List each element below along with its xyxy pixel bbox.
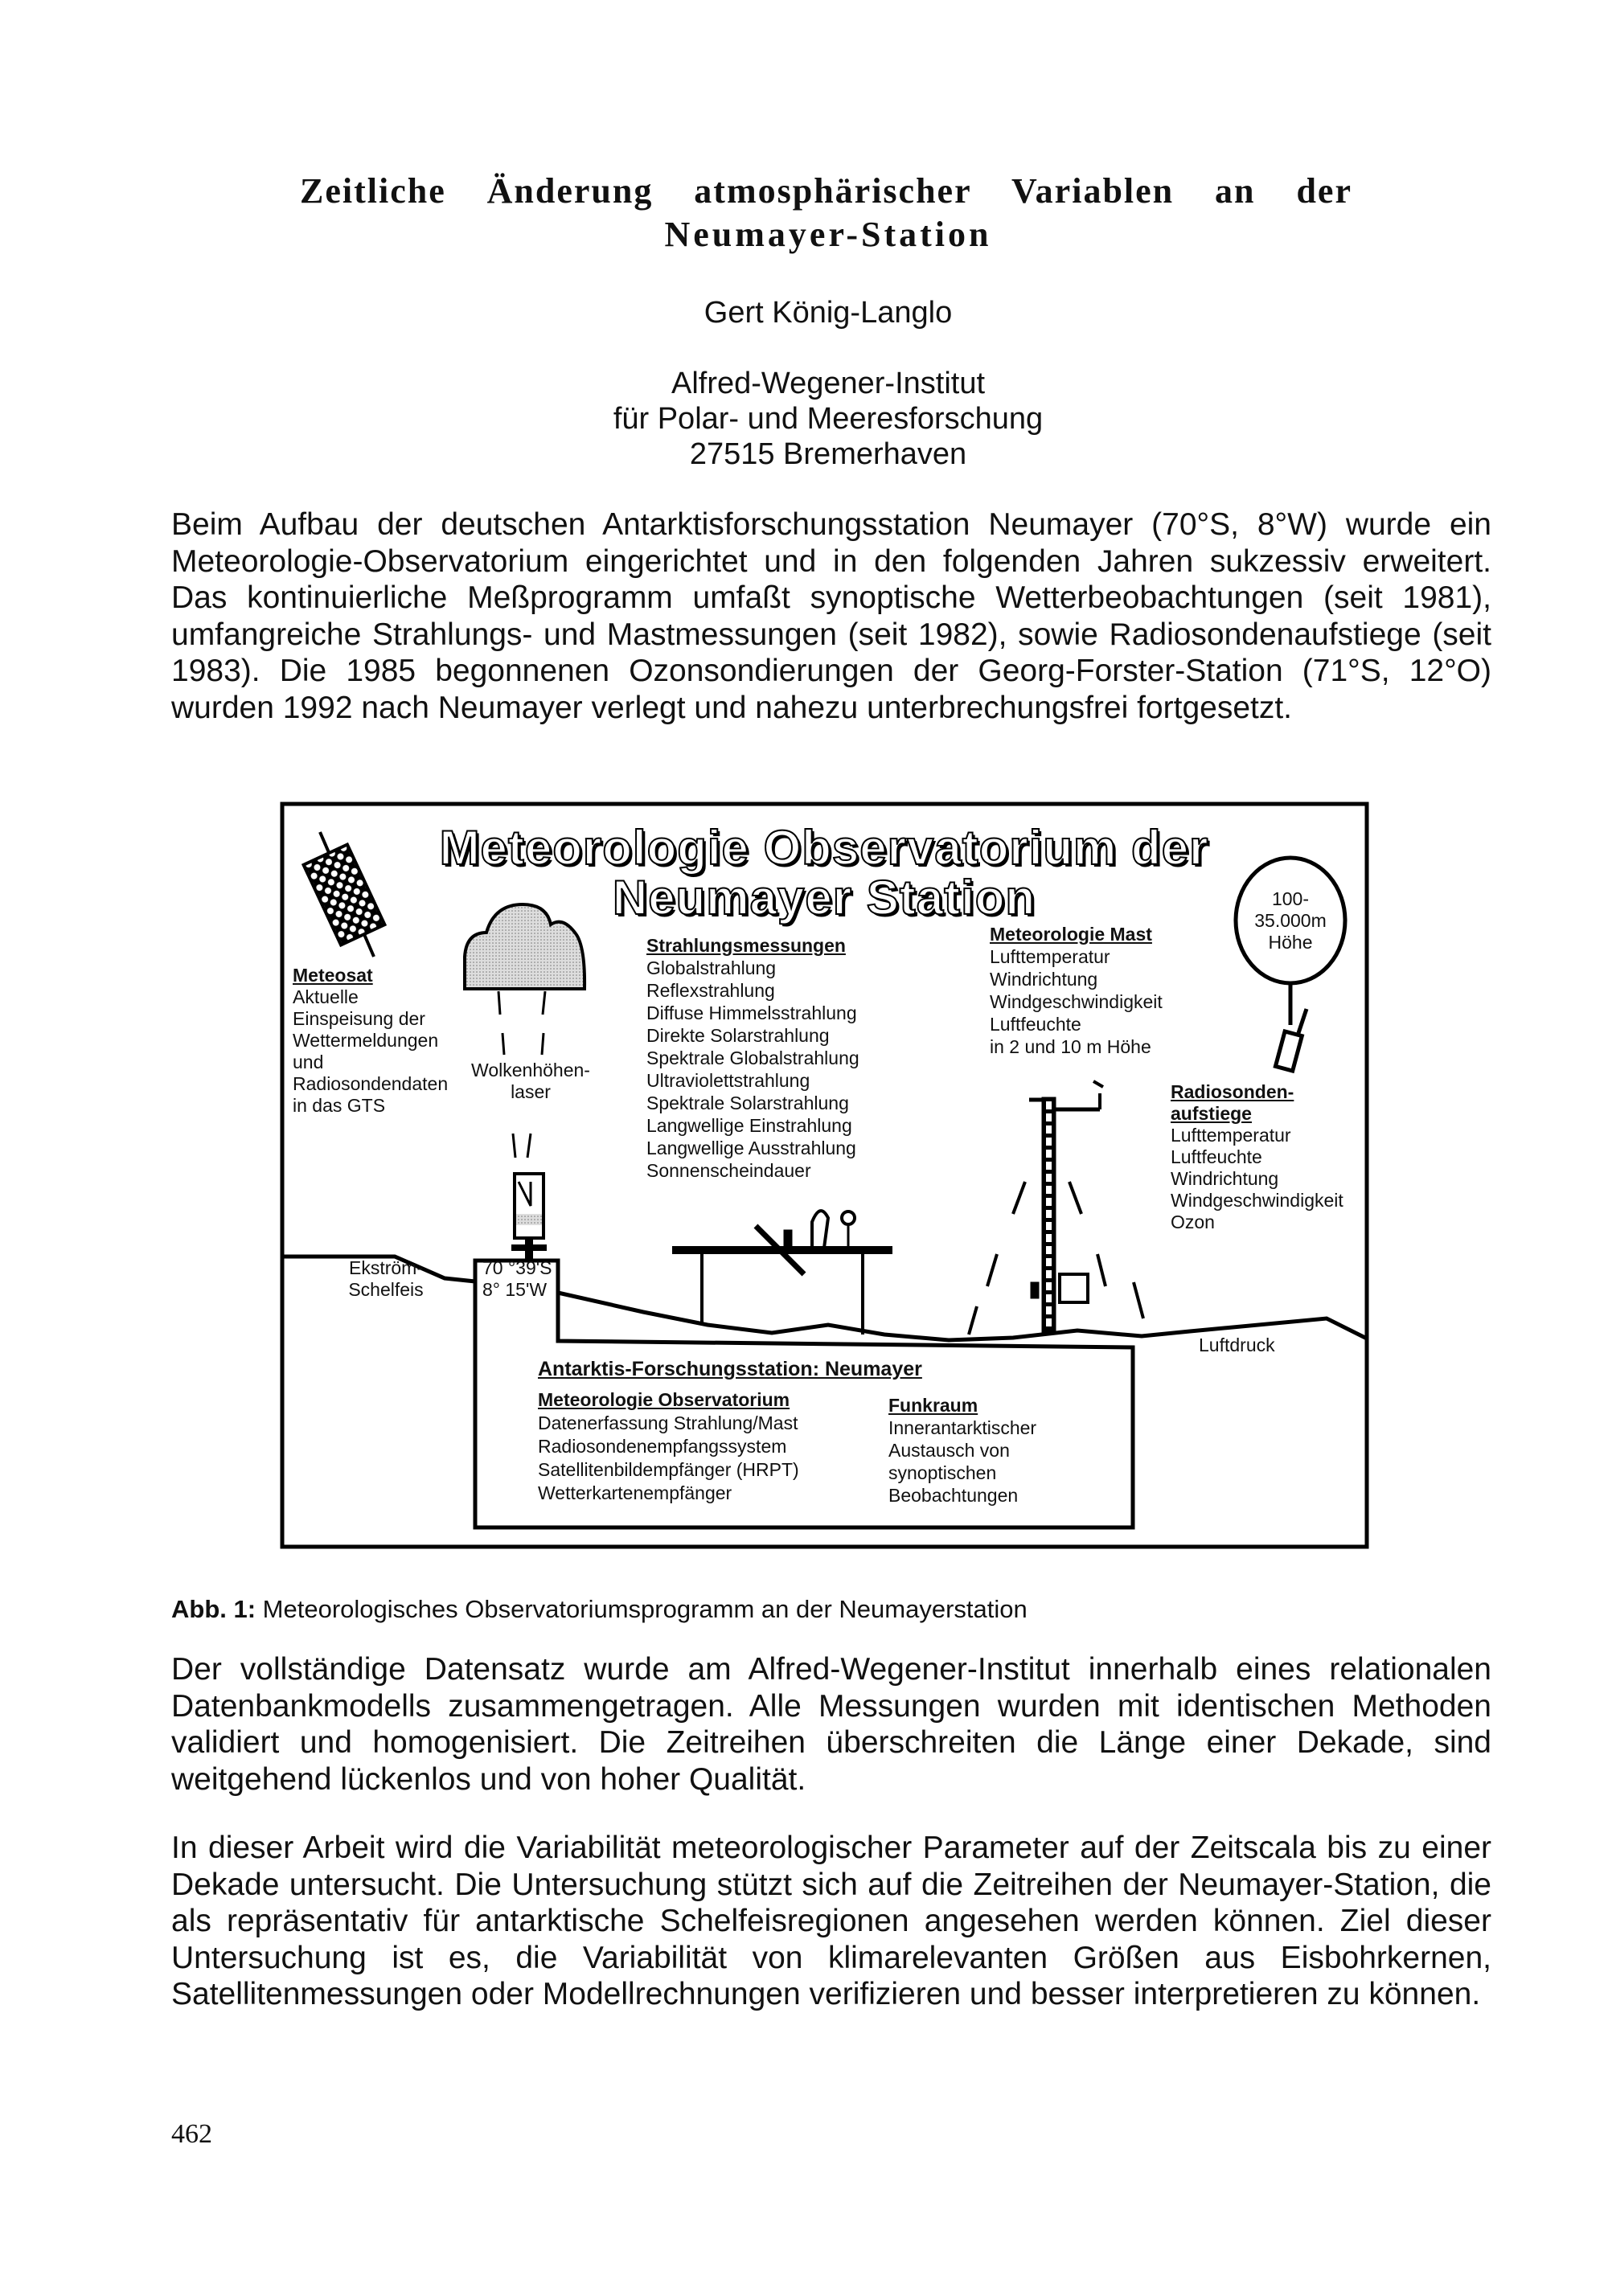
meteosat-item: in das GTS: [293, 1095, 386, 1116]
observatory-item: Satellitenbildempfänger (HRPT): [538, 1459, 799, 1480]
meteorology-mast-icon: [969, 1081, 1143, 1335]
balloon-altitude-label: [1234, 888, 1347, 953]
affiliation-line: für Polar- und Meeresforschung: [613, 402, 1044, 436]
meteosat-item: Wettermeldungen: [293, 1030, 439, 1051]
radiation-item: Langwellige Einstrahlung: [646, 1115, 852, 1136]
paper-title-line2: Neumayer-Station: [664, 215, 992, 254]
paragraph-dataset: Der vollständige Datensatz wurde am Alfred-Wegener-Institut innerhalb eines relationalen Datenbankmodells zusammengetragen. Alle Messungen wurden mit identischen Methoden validiert und homogenisiert. Die Zeitreihen überschreiten die Länge einer Dekade, sind weitgehend lückenlos und von hoher Qualität.: [171, 1652, 1491, 1797]
observatory-heading: Meteorologie Observatorium: [538, 1389, 790, 1410]
laser-label-line: laser: [511, 1081, 551, 1102]
mast-item: Windgeschwindigkeit: [990, 991, 1163, 1012]
mast-item: Luftfeuchte: [990, 1014, 1081, 1035]
mast-item: in 2 und 10 m Höhe: [990, 1036, 1151, 1057]
radio-room-item: Beobachtungen: [888, 1485, 1019, 1506]
station-heading: Antarktis-Forschungsstation: Neumayer: [538, 1358, 922, 1380]
meteosat-item: Radiosondendaten: [293, 1073, 449, 1094]
radio-room-list: [888, 1394, 1036, 1507]
ice-shelf-label: [338, 1257, 434, 1301]
mast-item: Windrichtung: [990, 969, 1098, 990]
radiosonde-heading: aufstiege: [1171, 1103, 1252, 1124]
ice-shelf-line: Ekström-: [349, 1257, 423, 1278]
affiliation-line: Alfred-Wegener-Institut: [671, 367, 986, 400]
paper-title-line1: Zeitliche Änderung atmosphärischer Variablen an der: [300, 171, 1352, 211]
observatory-item: Radiosondenempfangssystem: [538, 1436, 787, 1457]
figure-title-line2: Neumayer Station: [612, 871, 1036, 925]
ice-surface-line: [558, 1293, 1367, 1340]
mast-heading: Meteorologie Mast: [990, 924, 1152, 945]
radiation-item: Langwellige Ausstrahlung: [646, 1138, 856, 1158]
figure-caption: [171, 1595, 1028, 1624]
radiosonde-list: [1171, 1081, 1343, 1233]
author: Gert König-Langlo: [704, 296, 953, 330]
radiation-list: [646, 934, 859, 1182]
radio-room-item: Austausch von: [888, 1440, 1010, 1461]
laser-label-line: Wolkenhöhen-: [471, 1060, 590, 1080]
page-number: 462: [171, 2119, 212, 2149]
radiosonde-item: Windrichtung: [1171, 1168, 1279, 1189]
affiliation-line: 27515 Bremerhaven: [689, 437, 967, 471]
radiation-item: Diffuse Himmelsstrahlung: [646, 1002, 857, 1023]
meteosat-item: Aktuelle: [293, 986, 359, 1007]
paragraph-aim: In dieser Arbeit wird die Variabilität meteorologischer Parameter auf der Zeitscala bis zu einer Dekade untersucht. Die Untersuchung stützt sich auf die Zeitreihen der Neumayer-Station, die als repräsentativ für antarktische Schelfeisregionen angesehen werden können. Ziel dieser Untersuchung ist es, die Variabilität von klimarelevanten Größen aus Eisbohrkernen, Satellitenmessungen oder Modellrechnungen verifizieren und besser interpretieren zu können.: [171, 1831, 1491, 2011]
meteosat-item: und: [293, 1052, 324, 1072]
radiation-item: Spektrale Solarstrahlung: [646, 1093, 849, 1113]
radiation-item: Reflexstrahlung: [646, 980, 775, 1001]
laser-device-icon: [511, 1174, 547, 1267]
latitude: 70 °39'S: [482, 1257, 552, 1278]
balloon-label-line: 35.000m: [1254, 910, 1327, 931]
observatory-item: Datenerfassung Strahlung/Mast: [538, 1412, 798, 1433]
pressure-label: Luftdruck: [1199, 1335, 1275, 1355]
radiosonde-item: Lufttemperatur: [1171, 1125, 1291, 1146]
radiosonde-heading: Radiosonden-: [1171, 1081, 1294, 1102]
radiation-item: Direkte Solarstrahlung: [646, 1025, 830, 1046]
radiosonde-item: Luftfeuchte: [1171, 1146, 1262, 1167]
radiation-item: Globalstrahlung: [646, 957, 777, 978]
radiosonde-item: Ozon: [1171, 1212, 1215, 1232]
radiation-item: Sonnenscheindauer: [646, 1160, 811, 1181]
meteosat-label: [293, 965, 448, 1117]
station-coordinates: [482, 1257, 552, 1301]
meteosat-item: Einspeisung der: [293, 1008, 425, 1029]
meteosat-heading: Meteosat: [293, 965, 373, 986]
observatory-item: Wetterkartenempfänger: [538, 1482, 732, 1503]
radio-room-item: Innerantarktischer: [888, 1417, 1037, 1438]
mast-item: Lufttemperatur: [990, 946, 1110, 967]
observatory-list: [538, 1388, 799, 1505]
radiation-platform-icon: [672, 1211, 892, 1335]
radiation-item: Ultraviolettstrahlung: [646, 1070, 810, 1091]
radio-room-item: synoptischen: [888, 1462, 997, 1483]
radiation-item: Spektrale Globalstrahlung: [646, 1048, 859, 1068]
radiosonde-item: Windgeschwindigkeit: [1171, 1190, 1343, 1211]
balloon-label-line: 100-: [1271, 888, 1310, 909]
radiation-heading: Strahlungsmessungen: [646, 935, 846, 956]
paragraph-intro: Beim Aufbau der deutschen Antarktisforschungsstation Neumayer (70°S, 8°W) wurde ein Meteorologie-Observatorium eingerichtet und in den folgenden Jahren sukzessiv erweitert. Das kontinuierliche Meßprogramm umfaßt synoptische Wetterbeobachtungen (seit 1981), umfangreiche Strahlungs- und Mastmessungen (seit 1982), sowie Radiosondenaufstiege (seit 1983). Die 1985 begonnenen Ozonsondierungen der Georg-Forster-Station (71°S, 12°O) wurden 1992 nach Neumayer verlegt und nahezu unterbrechungsfrei fortgesetzt.: [171, 507, 1491, 725]
figure-title-line1: Meteorologie Observatorium der: [439, 821, 1209, 875]
mast-list: [990, 923, 1163, 1058]
caption-label: Abb. 1:: [171, 1595, 256, 1623]
balloon-label-line: Höhe: [1268, 932, 1313, 953]
laser-label: [470, 1060, 591, 1103]
ice-shelf-line: Schelfeis: [348, 1279, 424, 1300]
radio-room-heading: Funkraum: [888, 1395, 978, 1416]
longitude: 8° 15'W: [482, 1279, 548, 1300]
caption-text: Meteorologisches Observatoriumsprogramm an der Neumayerstation: [256, 1595, 1028, 1623]
